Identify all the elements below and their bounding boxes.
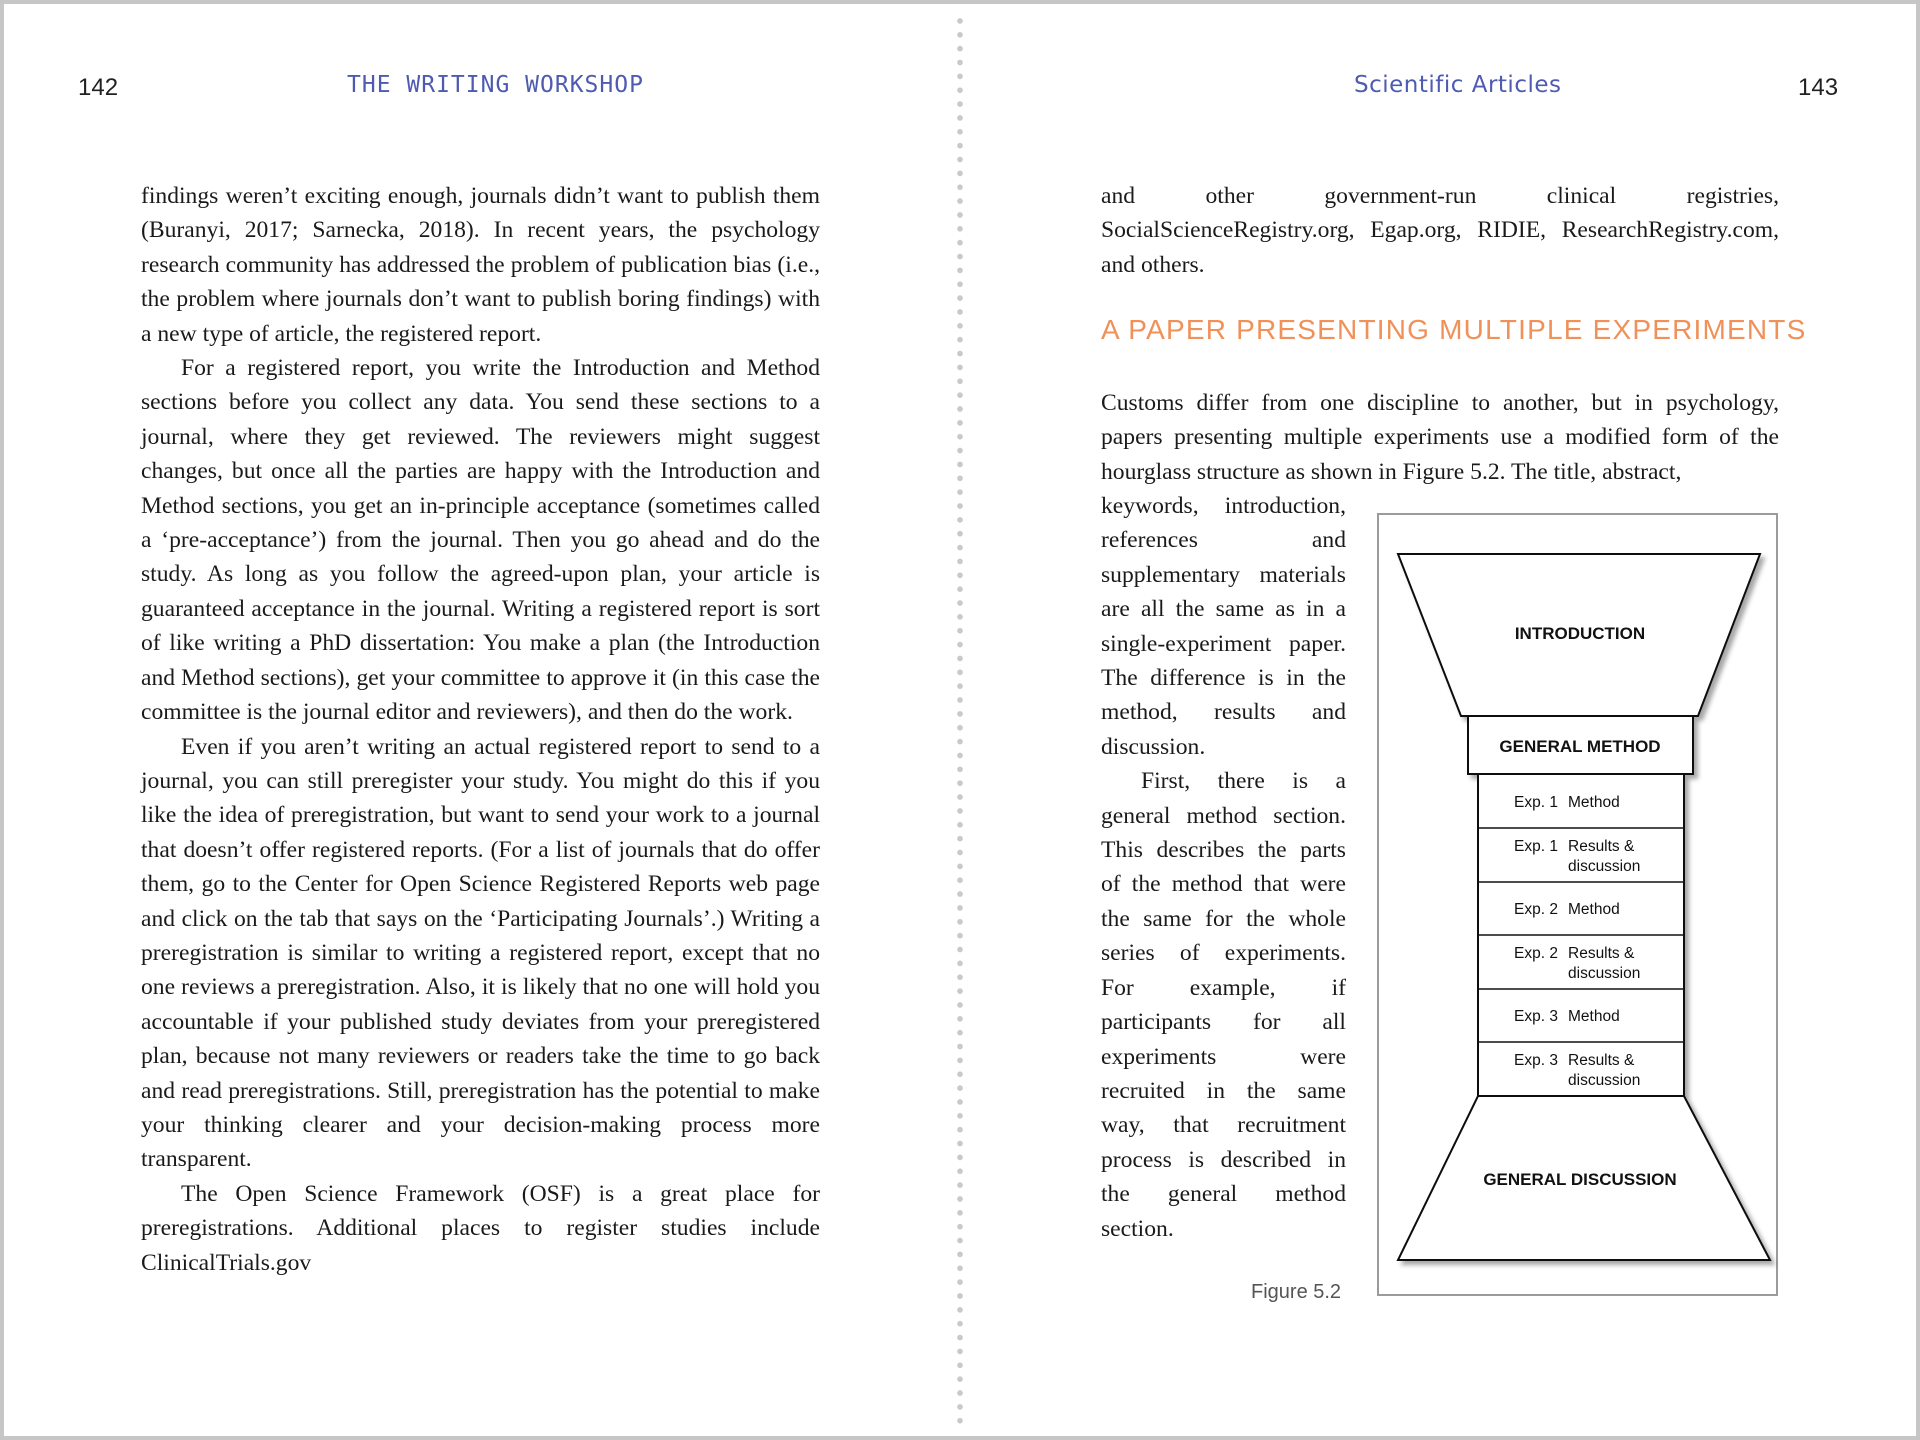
left-paragraph-3: Even if you aren’t writing an actual registered report to send to a journal, you can still preregister your study. You might do this if you like the idea of preregistration, but want to send your work to a journal that doesn’t offer registered reports. (For a list of journals that do offer them, go to the Center for Open Science Registered Reports web page and click on the tab that says on the ‘Participating Journals’.) Writing a preregistration is similar to writing a registered report, except that no one reviews a preregistration. Also, it is likely that no one will hold you accountable if your published study deviates from your preregistered plan, because not many reviewers or readers take the time to go back and read preregistrations. Still, preregistration has the potential to make your thinking clearer and your decision-making process more transparent. (141, 733, 820, 1173)
exp-row-2-exp: Exp. 1 (1514, 838, 1558, 855)
exp-row-4-exp: Exp. 2 (1514, 945, 1558, 962)
left-page-number: 142 (78, 74, 119, 101)
book-spine-dots (957, 14, 963, 1426)
section-heading: A PAPER PRESENTING MULTIPLE EXPERIMENTS (1101, 314, 1807, 345)
exp-row-3-line1: Method (1568, 901, 1620, 918)
left-running-head: THE WRITING WORKSHOP (347, 72, 644, 98)
intro-paragraph: Customs differ from one discipline to another, but in psychology, papers presenting multiple experiments use a modified form of the hourglass structure as shown in Figure 5.2. The title, abstract, (1101, 390, 1779, 485)
exp-row-5-line1: Method (1568, 1008, 1620, 1025)
right-intro-text (1101, 386, 1779, 489)
hourglass-diagram (1379, 515, 1780, 1298)
left-paragraph-1: findings weren’t exciting enough, journals didn’t want to publish them (Buranyi, 2017; Sarnecka, 2018). In recent years, the psychology research community has addressed the problem of publication bias (i.e., the problem where journals don’t want to publish boring findings) with a new type of article, the registered report. (141, 183, 820, 347)
exp-row-6-line1: Results & (1568, 1052, 1635, 1069)
left-paragraph-2: For a registered report, you write the Introduction and Method sections before you collect any data. You send these sections to a journal, where they get reviewed. The reviewers might suggest changes, but once all the parties are happy with the Introduction and Method sections, you get an in-principle acceptance (sometimes called a ‘pre-acceptance’) from the journal. Then you go ahead and do the study. As long as you follow the agreed-upon plan, your article is guaranteed acceptance in the journal. Writing a registered report is sort of like writing a PhD dissertation: You make a plan (the Introduction and Method sections), get your committee to approve it (in this case the committee is the journal editor and reviewers), and then do the work. (141, 355, 820, 726)
right-page-number: 143 (1798, 74, 1839, 101)
exp-row-4-line2: discussion (1568, 965, 1641, 982)
exp-row-6-exp: Exp. 3 (1514, 1052, 1558, 1069)
general-method-label: GENERAL METHOD (1499, 737, 1661, 756)
exp-row-2-line2: discussion (1568, 858, 1641, 875)
figure-caption: Figure 5.2 (1251, 1281, 1342, 1303)
left-body-text (141, 179, 820, 1280)
exp-row-4-line1: Results & (1568, 945, 1635, 962)
exp-row-5-exp: Exp. 3 (1514, 1008, 1558, 1025)
wrap-paragraph-1: keywords, introduction, references and supplementary materials are all the same as in a single-experiment paper. The difference is in the method, results and discussion. (1101, 493, 1346, 760)
right-wrap-text (1101, 489, 1346, 1246)
exp-row-3-exp: Exp. 2 (1514, 901, 1558, 918)
wrap-paragraph-2: First, there is a general method section. This describes the parts of the method that were the same for the whole series of experiments. For example, if participants for all experiments were recruited in the same way, that recruitment process is described in the general method section. (1101, 768, 1346, 1242)
introduction-label: INTRODUCTION (1514, 624, 1646, 643)
continuation-paragraph: and other government-run clinical registries, SocialScienceRegistry.org, Egap.org, RIDIE, ResearchRegistry.com, and others. (1101, 183, 1779, 278)
exp-row-6-line2: discussion (1568, 1072, 1641, 1089)
general-discussion-label: GENERAL DISCUSSION (1483, 1170, 1677, 1189)
hourglass-figure (1377, 513, 1778, 1296)
right-running-head: Scientific Articles (1354, 72, 1562, 98)
exp-row-1-line1: Method (1568, 794, 1620, 811)
left-paragraph-4: The Open Science Framework (OSF) is a great place for preregistrations. Additional places to register studies include ClinicalTrials.gov (141, 1180, 820, 1276)
exp-row-2-line1: Results & (1568, 838, 1635, 855)
right-continuation-text (1101, 179, 1779, 282)
exp-row-1-exp: Exp. 1 (1514, 794, 1558, 811)
